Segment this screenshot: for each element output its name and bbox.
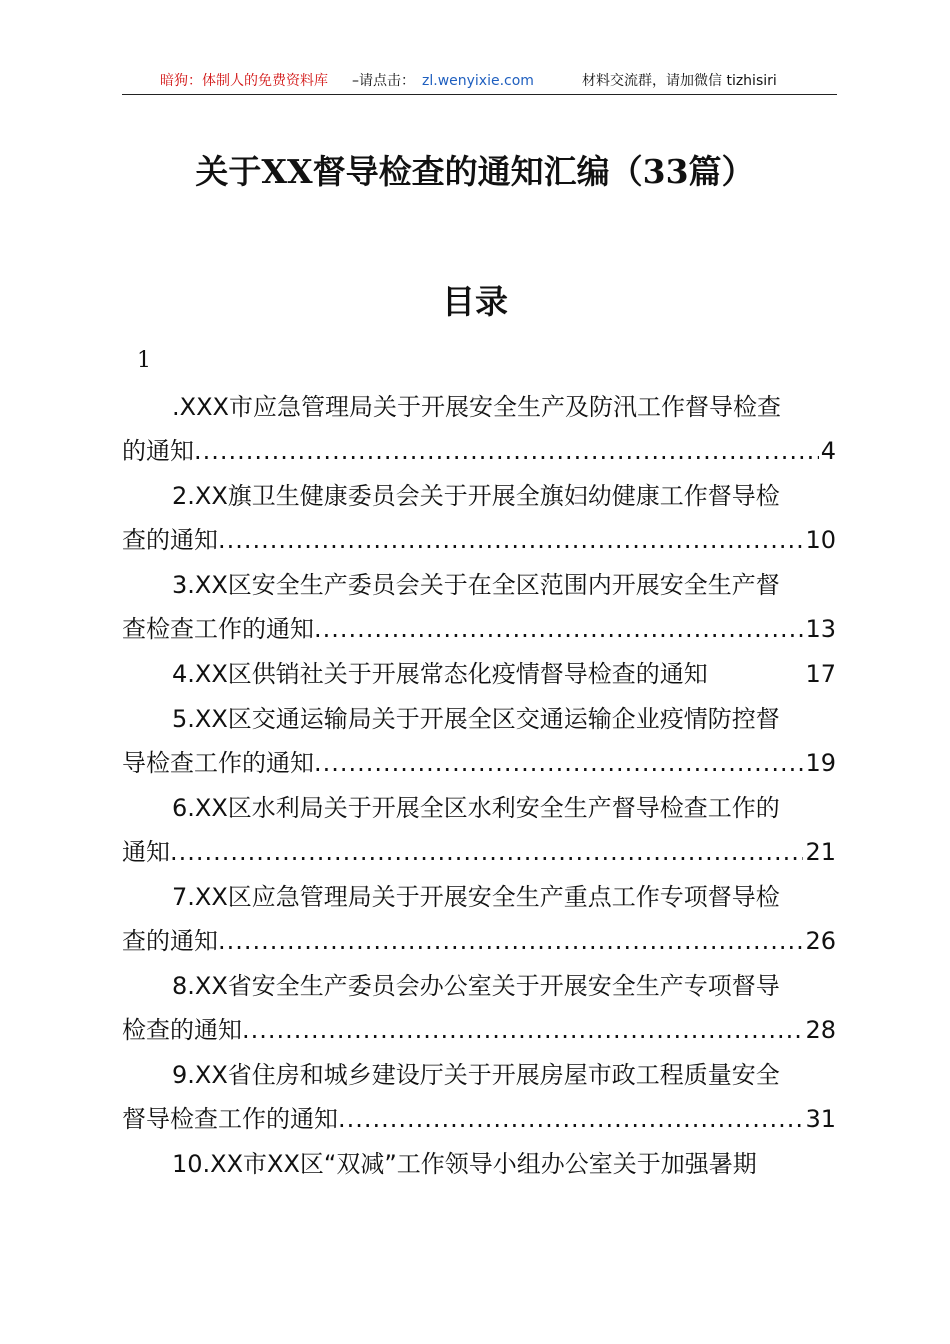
toc-entry-title-end: 督导检查工作的通知 xyxy=(122,1105,338,1133)
toc-entry-title: 4.XX区供销社关于开展常态化疫情督导检查的通知 xyxy=(172,660,708,688)
dot-leader xyxy=(338,1097,803,1141)
dot-leader xyxy=(314,607,803,651)
toc-page-number: 17 xyxy=(805,660,836,688)
toc-entry-1-line2[interactable] xyxy=(122,429,836,473)
toc-heading: 目录 xyxy=(442,282,508,321)
header-site-link[interactable]: zl.wenyixie.com xyxy=(422,73,534,89)
dot-leader xyxy=(218,518,803,562)
toc-entry-title-end: 导检查工作的通知 xyxy=(122,749,314,777)
toc-page-number: 28 xyxy=(805,1016,836,1044)
toc-entry-title-end: 通知 xyxy=(122,838,170,866)
toc-entry-title-end: 检查的通知 xyxy=(122,1016,242,1044)
toc-entry-5-line1[interactable]: 5.XX区交通运输局关于开展全区交通运输企业疫情防控督 xyxy=(172,705,780,733)
toc-entry-title-end: 查检查工作的通知 xyxy=(122,615,314,643)
dot-leader xyxy=(170,830,803,874)
toc-entry-7-line2[interactable] xyxy=(122,919,836,963)
document-title: 关于XX督导检查的通知汇编（33篇） xyxy=(195,152,755,191)
toc-entry-8-line2[interactable] xyxy=(122,1008,836,1052)
dot-leader xyxy=(242,1008,803,1052)
toc-entry-7-line1[interactable]: 7.XX区应急管理局关于开展安全生产重点工作专项督导检 xyxy=(172,883,780,911)
toc-entry-9-line1[interactable]: 9.XX省住房和城乡建设厅关于开展房屋市政工程质量安全 xyxy=(172,1061,780,1089)
toc-entry-2-line1[interactable]: 2.XX旗卫生健康委员会关于开展全旗妇幼健康工作督导检 xyxy=(172,482,780,510)
toc-entry-9-line2[interactable] xyxy=(122,1097,836,1141)
toc-entry-3-line1[interactable]: 3.XX区安全生产委员会关于在全区范围内开展安全生产督 xyxy=(172,571,780,599)
toc-entry-title-end: 的通知 xyxy=(122,437,194,465)
header-prompt: –请点击： xyxy=(352,73,415,89)
header-group-note: 材料交流群，请加微信 tizhisiri xyxy=(582,73,777,89)
toc-page-number: 4 xyxy=(820,437,836,465)
toc-page-number: 10 xyxy=(805,526,836,554)
toc-entry-title-end: 查的通知 xyxy=(122,526,218,554)
toc-entry-4[interactable] xyxy=(122,652,836,696)
toc-entry-3-line2[interactable] xyxy=(122,607,836,651)
toc-entry-6-line2[interactable] xyxy=(122,830,836,874)
toc-entry-2-line2[interactable] xyxy=(122,518,836,562)
toc-page-number: 19 xyxy=(805,749,836,777)
page-header xyxy=(122,68,837,95)
toc-page-number: 31 xyxy=(805,1105,836,1133)
dot-leader xyxy=(314,741,803,785)
toc-entry-1-line1[interactable]: .XXX市应急管理局关于开展安全生产及防汛工作督导检查 xyxy=(172,393,781,421)
toc-number-label: 1 xyxy=(137,348,151,373)
toc-entry-6-line1[interactable]: 6.XX区水利局关于开展全区水利安全生产督导检查工作的 xyxy=(172,794,780,822)
toc-page-number: 21 xyxy=(805,838,836,866)
toc-entry-8-line1[interactable]: 8.XX省安全生产委员会办公室关于开展安全生产专项督导 xyxy=(172,972,780,1000)
toc-entry-title-end: 查的通知 xyxy=(122,927,218,955)
toc-page-number: 26 xyxy=(805,927,836,955)
toc-entry-5-line2[interactable] xyxy=(122,741,836,785)
dot-leader xyxy=(194,429,819,473)
toc-page-number: 13 xyxy=(805,615,836,643)
dot-leader xyxy=(218,919,803,963)
header-brand: 暗狗：体制人的免费资料库 xyxy=(160,73,328,89)
toc-entry-10-line1[interactable]: 10.XX市XX区“双减”工作领导小组办公室关于加强暑期 xyxy=(172,1150,757,1178)
